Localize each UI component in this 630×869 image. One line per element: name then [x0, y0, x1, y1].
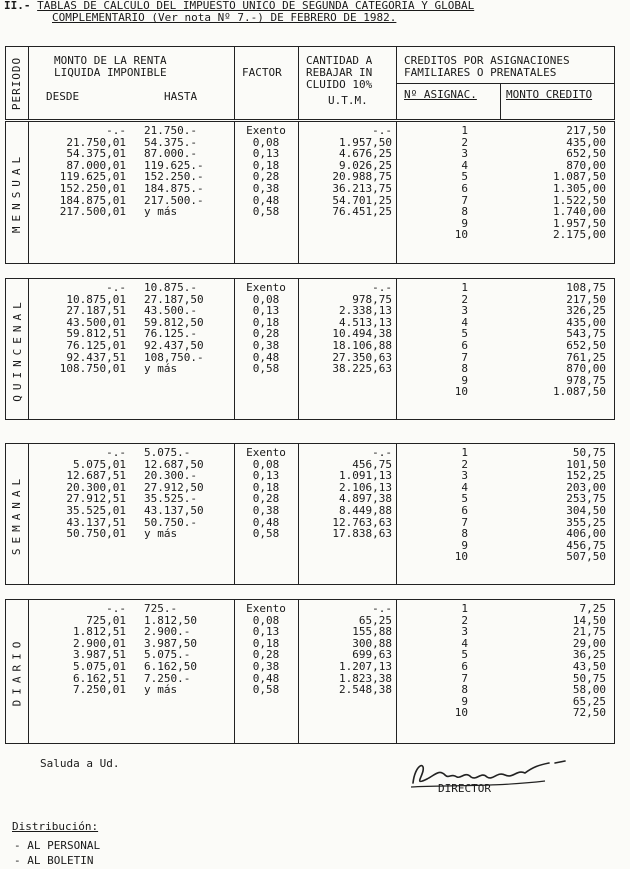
desde-cell: 2.900,01	[73, 636, 126, 650]
monto-header-2: LIQUIDA IMPONIBLE	[54, 66, 167, 79]
cantidad-header-2: REBAJAR IN	[306, 66, 373, 79]
title-line-1: TABLAS DE CALCULO DEL IMPUESTO UNICO DE SEGUNDA CATEGORIA Y GLOBAL	[37, 0, 475, 12]
monto-credito-column	[526, 282, 606, 398]
n-asignac-cell: 10	[454, 228, 468, 242]
factor-cell: 0,13	[252, 304, 280, 318]
rebajar-cell: 1.091,13	[339, 469, 392, 483]
monto-credito-cell: 14,50	[572, 613, 606, 627]
n-asignac-cell: 7	[461, 671, 468, 685]
n-asignac-cell: 7	[461, 515, 468, 529]
hasta-cell: 725.-	[144, 602, 178, 615]
period-label: QUINCENAL	[10, 296, 24, 402]
desde-cell: 217.500,01	[59, 205, 126, 219]
desde-column	[30, 603, 126, 696]
monto-credito-cell: 406,00	[566, 527, 606, 541]
factor-cell: 0,08	[252, 457, 280, 471]
n-asignac-cell: 3	[461, 304, 468, 318]
rebajar-cell: 2.338,13	[339, 304, 392, 318]
rebajar-cell: 17.838,63	[332, 527, 392, 541]
n-asignac-cell: 10	[454, 385, 468, 399]
rebajar-cell: -.-	[372, 446, 392, 459]
distribucion-label: Distribución:	[12, 820, 99, 833]
desde-column	[30, 125, 126, 218]
n-asignac-column	[426, 282, 468, 398]
rebajar-cell: 456,75	[352, 457, 392, 471]
factor-cell: 0,58	[252, 362, 280, 376]
factor-cell: 0,18	[252, 315, 280, 329]
factor-cell: 0,48	[252, 671, 280, 685]
n-asignac-header: Nº ASIGNAC.	[404, 88, 477, 101]
n-asignac-cell: 9	[461, 373, 468, 387]
rebajar-cell: 76.451,25	[332, 205, 392, 219]
factor-cell: 0,38	[252, 338, 280, 352]
monto-credito-cell: 326,25	[566, 304, 606, 318]
monto-credito-cell: 36,25	[572, 648, 606, 662]
monto-credito-header: MONTO CREDITO	[506, 88, 593, 101]
cantidad-header-4: U.T.M.	[328, 94, 368, 107]
hasta-cell: 1.812,50	[144, 613, 197, 627]
monto-credito-cell: 355,25	[566, 515, 606, 529]
rebajar-column	[300, 447, 392, 540]
monto-credito-cell: 1.957,50	[553, 216, 606, 230]
hasta-cell: 92.437,50	[144, 338, 204, 352]
monto-credito-cell: 978,75	[566, 373, 606, 387]
n-asignac-column	[426, 447, 468, 563]
desde-cell: 21.750,01	[66, 135, 126, 149]
rebajar-cell: 1.207,13	[339, 659, 392, 673]
monto-credito-cell: 21,75	[572, 625, 606, 639]
section-quincenal	[5, 278, 615, 420]
desde-cell: 27.187,51	[66, 304, 126, 318]
n-asignac-cell: 1	[461, 124, 468, 137]
rebajar-cell: -.-	[372, 124, 392, 137]
section-diario	[5, 599, 615, 744]
factor-cell: 0,08	[252, 135, 280, 149]
desde-cell: 6.162,51	[73, 671, 126, 685]
desde-cell: 87.000,01	[66, 158, 126, 172]
factor-cell: 0,28	[252, 492, 280, 506]
monto-credito-cell: 50,75	[572, 446, 606, 459]
monto-credito-cell: 1.522,50	[553, 193, 606, 207]
rebajar-column	[300, 125, 392, 218]
factor-cell: 0,28	[252, 170, 280, 184]
n-asignac-cell: 5	[461, 648, 468, 662]
rebajar-cell: 54.701,25	[332, 193, 392, 207]
rebajar-cell: 300,88	[352, 636, 392, 650]
n-asignac-cell: 3	[461, 469, 468, 483]
n-asignac-cell: 10	[454, 706, 468, 720]
signature-image	[405, 757, 585, 793]
rebajar-cell: 20.988,75	[332, 170, 392, 184]
factor-cell: 0,18	[252, 480, 280, 494]
hasta-column	[144, 603, 234, 696]
n-asignac-cell: 1	[461, 602, 468, 615]
factor-cell: 0,38	[252, 503, 280, 517]
document-header	[4, 0, 624, 24]
rebajar-column	[300, 603, 392, 696]
monto-credito-cell: 43,50	[572, 659, 606, 673]
n-asignac-column	[426, 125, 468, 241]
period-label: DIARIO	[10, 636, 24, 707]
n-asignac-cell: 6	[461, 659, 468, 673]
n-asignac-cell: 10	[454, 550, 468, 564]
section-number: II.-	[4, 0, 31, 12]
monto-credito-cell: 58,00	[572, 683, 606, 697]
rebajar-cell: 8.449,88	[339, 503, 392, 517]
rebajar-cell: 12.763,63	[332, 515, 392, 529]
rebajar-cell: 18.106,88	[332, 338, 392, 352]
hasta-cell: 119.625.-	[144, 158, 204, 172]
desde-cell: 12.687,51	[66, 469, 126, 483]
rebajar-cell: 27.350,63	[332, 350, 392, 364]
factor-cell: 0,58	[252, 205, 280, 219]
factor-column	[234, 603, 298, 696]
monto-credito-cell: 1.740,00	[553, 205, 606, 219]
factor-column	[234, 125, 298, 218]
hasta-cell: 108,750.-	[144, 350, 204, 364]
factor-cell: Exento	[246, 602, 286, 615]
n-asignac-cell: 4	[461, 315, 468, 329]
n-asignac-cell: 8	[461, 683, 468, 697]
monto-credito-column	[526, 125, 606, 241]
monto-credito-cell: 2.175,00	[553, 228, 606, 242]
hasta-cell: 5.075.-	[144, 446, 191, 459]
n-asignac-cell: 1	[461, 446, 468, 459]
hasta-cell: 21.750.-	[144, 124, 197, 137]
rebajar-cell: 9.026,25	[339, 158, 392, 172]
rebajar-cell: 36.213,75	[332, 181, 392, 195]
n-asignac-cell: 5	[461, 170, 468, 184]
hasta-cell: 10.875.-	[144, 281, 197, 294]
factor-cell: 0,18	[252, 636, 280, 650]
desde-cell: -.-	[106, 602, 126, 615]
n-asignac-cell: 2	[461, 613, 468, 627]
dist-item-personal: - AL PERSONAL	[14, 839, 101, 852]
n-asignac-cell: 1	[461, 281, 468, 294]
desde-cell: 27.912,51	[66, 492, 126, 506]
hasta-cell: 217.500.-	[144, 193, 204, 207]
hasta-column	[144, 447, 234, 540]
monto-credito-cell: 1.087,50	[553, 170, 606, 184]
section-semanal	[5, 443, 615, 585]
hasta-column	[144, 125, 234, 218]
hasta-cell: 27.187,50	[144, 292, 204, 306]
periodo-header: PERIODO	[10, 56, 24, 110]
desde-cell: 20.300,01	[66, 480, 126, 494]
title-line-2: COMPLEMENTARIO (Ver nota Nº 7.-) DE FEBRERO DE 1982.	[52, 11, 397, 24]
hasta-cell: 27.912,50	[144, 480, 204, 494]
monto-credito-cell: 253,75	[566, 492, 606, 506]
desde-cell: 10.875,01	[66, 292, 126, 306]
factor-cell: Exento	[246, 124, 286, 137]
hasta-cell: 50.750.-	[144, 515, 197, 529]
desde-cell: 184.875,01	[59, 193, 126, 207]
n-asignac-cell: 2	[461, 135, 468, 149]
desde-cell: 35.525,01	[66, 503, 126, 517]
monto-credito-cell: 652,50	[566, 147, 606, 161]
monto-credito-cell: 50,75	[572, 671, 606, 685]
desde-cell: 3.987,51	[73, 648, 126, 662]
rebajar-cell: 4.676,25	[339, 147, 392, 161]
creditos-header-2: FAMILIARES O PRENATALES	[404, 66, 557, 79]
rebajar-cell: 10.494,38	[332, 327, 392, 341]
n-asignac-cell: 3	[461, 147, 468, 161]
monto-credito-column	[526, 603, 606, 719]
factor-cell: 0,08	[252, 613, 280, 627]
hasta-cell: 59.812,50	[144, 315, 204, 329]
rebajar-cell: 4.897,38	[339, 492, 392, 506]
desde-cell: 43.137,51	[66, 515, 126, 529]
desde-cell: 152.250,01	[59, 181, 126, 195]
n-asignac-cell: 9	[461, 538, 468, 552]
n-asignac-cell: 6	[461, 338, 468, 352]
n-asignac-cell: 7	[461, 350, 468, 364]
n-asignac-column	[426, 603, 468, 719]
monto-credito-cell: 152,25	[566, 469, 606, 483]
n-asignac-cell: 8	[461, 362, 468, 376]
rebajar-cell: 2.106,13	[339, 480, 392, 494]
monto-credito-cell: 108,75	[566, 281, 606, 294]
monto-credito-cell: 203,00	[566, 480, 606, 494]
n-asignac-cell: 6	[461, 181, 468, 195]
cantidad-header-3: CLUIDO 10%	[306, 78, 373, 91]
monto-credito-cell: 7,25	[579, 602, 606, 615]
cantidad-header-1: CANTIDAD A	[306, 54, 373, 67]
desde-cell: 5.075,01	[73, 457, 126, 471]
rebajar-cell: 699,63	[352, 648, 392, 662]
hasta-cell: 43.137,50	[144, 503, 204, 517]
hasta-cell: y más	[144, 362, 178, 376]
desde-cell: 725,01	[86, 613, 126, 627]
n-asignac-cell: 9	[461, 694, 468, 708]
n-asignac-cell: 7	[461, 193, 468, 207]
rebajar-cell: -.-	[372, 602, 392, 615]
monto-credito-cell: 101,50	[566, 457, 606, 471]
monto-credito-cell: 507,50	[566, 550, 606, 564]
hasta-cell: 5.075.-	[144, 648, 191, 662]
desde-cell: 92.437,51	[66, 350, 126, 364]
desde-cell: -.-	[106, 446, 126, 459]
n-asignac-cell: 4	[461, 158, 468, 172]
n-asignac-cell: 8	[461, 527, 468, 541]
desde-cell: 108.750,01	[59, 362, 126, 376]
desde-cell: -.-	[106, 124, 126, 137]
n-asignac-cell: 6	[461, 503, 468, 517]
hasta-cell: 184.875.-	[144, 181, 204, 195]
n-asignac-cell: 8	[461, 205, 468, 219]
period-label: MENSUAL	[10, 151, 24, 234]
factor-cell: 0,48	[252, 350, 280, 364]
hasta-cell: 6.162,50	[144, 659, 197, 673]
dist-item-boletin: - AL BOLETIN	[14, 854, 94, 867]
n-asignac-cell: 9	[461, 216, 468, 230]
hasta-cell: 3.987,50	[144, 636, 197, 650]
hasta-cell: 87.000.-	[144, 147, 197, 161]
n-asignac-cell: 2	[461, 457, 468, 471]
hasta-cell: y más	[144, 527, 178, 541]
desde-cell: 5.075,01	[73, 659, 126, 673]
rebajar-column	[300, 282, 392, 375]
hasta-column	[144, 282, 234, 375]
rebajar-cell: 155,88	[352, 625, 392, 639]
rebajar-cell: 4.513,13	[339, 315, 392, 329]
factor-header: FACTOR	[242, 66, 282, 79]
factor-cell: 0,08	[252, 292, 280, 306]
table-header	[5, 46, 615, 120]
hasta-cell: 35.525.-	[144, 492, 197, 506]
factor-cell: 0,13	[252, 469, 280, 483]
monto-credito-cell: 652,50	[566, 338, 606, 352]
monto-credito-cell: 304,50	[566, 503, 606, 517]
n-asignac-cell: 2	[461, 292, 468, 306]
rebajar-cell: 1.823,38	[339, 671, 392, 685]
monto-header-1: MONTO DE LA RENTA	[54, 54, 167, 67]
rebajar-cell: 978,75	[352, 292, 392, 306]
desde-column	[30, 282, 126, 375]
desde-cell: 7.250,01	[73, 683, 126, 697]
period-label: SEMANAL	[10, 473, 24, 555]
closing-greeting: Saluda a Ud.	[40, 757, 120, 770]
factor-column	[234, 282, 298, 375]
monto-credito-column	[526, 447, 606, 563]
monto-credito-cell: 1.305,00	[553, 181, 606, 195]
monto-credito-cell: 72,50	[572, 706, 606, 720]
factor-cell: Exento	[246, 281, 286, 294]
monto-credito-cell: 1.087,50	[553, 385, 606, 399]
factor-cell: 0,28	[252, 648, 280, 662]
n-asignac-cell: 4	[461, 480, 468, 494]
desde-cell: 43.500,01	[66, 315, 126, 329]
hasta-cell: 2.900.-	[144, 625, 191, 639]
monto-credito-cell: 870,00	[566, 362, 606, 376]
n-asignac-cell: 5	[461, 492, 468, 506]
factor-cell: 0,48	[252, 515, 280, 529]
hasta-cell: 43.500.-	[144, 304, 197, 318]
section-mensual	[5, 121, 615, 264]
n-asignac-cell: 5	[461, 327, 468, 341]
factor-column	[234, 447, 298, 540]
factor-cell: 0,18	[252, 158, 280, 172]
monto-credito-cell: 870,00	[566, 158, 606, 172]
monto-credito-cell: 543,75	[566, 327, 606, 341]
desde-cell: 54.375,01	[66, 147, 126, 161]
factor-cell: 0,58	[252, 683, 280, 697]
hasta-cell: y más	[144, 205, 178, 219]
n-asignac-cell: 3	[461, 625, 468, 639]
hasta-cell: 152.250.-	[144, 170, 204, 184]
hasta-cell: 7.250.-	[144, 671, 191, 685]
factor-cell: 0,13	[252, 625, 280, 639]
desde-cell: 119.625,01	[59, 170, 126, 184]
factor-cell: 0,28	[252, 327, 280, 341]
desde-header: DESDE	[46, 90, 80, 103]
monto-credito-cell: 217,50	[566, 292, 606, 306]
n-asignac-cell: 4	[461, 636, 468, 650]
monto-credito-cell: 435,00	[566, 135, 606, 149]
monto-credito-cell: 456,75	[566, 538, 606, 552]
desde-cell: 59.812,51	[66, 327, 126, 341]
hasta-cell: 20.300.-	[144, 469, 197, 483]
monto-credito-cell: 29,00	[572, 636, 606, 650]
rebajar-cell: -.-	[372, 281, 392, 294]
desde-cell: -.-	[106, 281, 126, 294]
desde-column	[30, 447, 126, 540]
monto-credito-cell: 761,25	[566, 350, 606, 364]
rebajar-cell: 1.957,50	[339, 135, 392, 149]
factor-cell: 0,13	[252, 147, 280, 161]
monto-credito-cell: 435,00	[566, 315, 606, 329]
desde-cell: 76.125,01	[66, 338, 126, 352]
rebajar-cell: 2.548,38	[339, 683, 392, 697]
rebajar-cell: 38.225,63	[332, 362, 392, 376]
factor-cell: 0,38	[252, 659, 280, 673]
creditos-header-1: CREDITOS POR ASIGNACIONES	[404, 54, 570, 67]
desde-cell: 50.750,01	[66, 527, 126, 541]
monto-credito-cell: 217,50	[566, 124, 606, 137]
factor-cell: 0,58	[252, 527, 280, 541]
rebajar-cell: 65,25	[358, 613, 392, 627]
factor-cell: Exento	[246, 446, 286, 459]
hasta-cell: y más	[144, 683, 178, 697]
hasta-header: HASTA	[164, 90, 198, 103]
factor-cell: 0,48	[252, 193, 280, 207]
monto-credito-cell: 65,25	[572, 694, 606, 708]
factor-cell: 0,38	[252, 181, 280, 195]
director-label: DIRECTOR	[438, 782, 491, 795]
hasta-cell: 76.125.-	[144, 327, 197, 341]
hasta-cell: 12.687,50	[144, 457, 204, 471]
desde-cell: 1.812,51	[73, 625, 126, 639]
hasta-cell: 54.375.-	[144, 135, 197, 149]
